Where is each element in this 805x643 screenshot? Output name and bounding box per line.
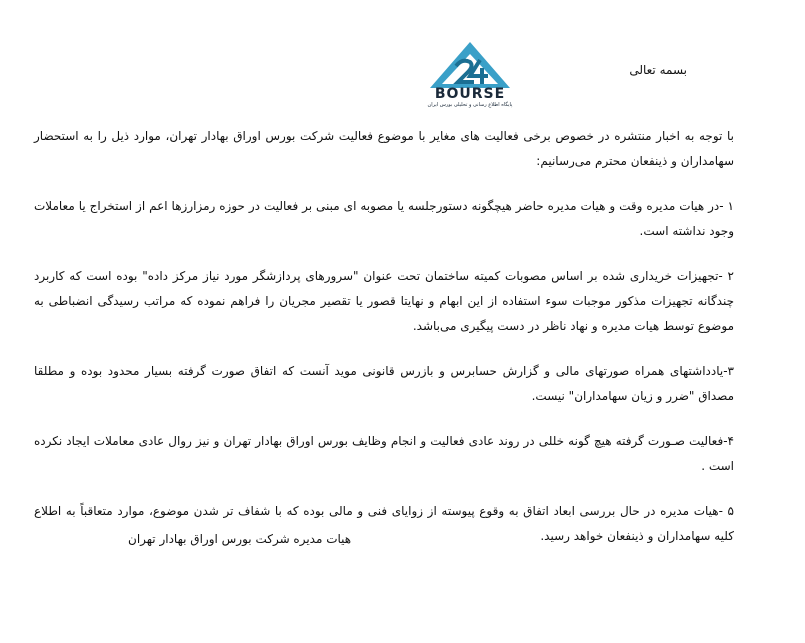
logo-brand: BOURSE [434, 86, 506, 102]
paragraph-2: ۲ -تجهیزات خریداری شده بر اساس مصوبات کمیته ساختمان تحت عنوان "سرورهای پردازشگر مورد نیاز مرکز داده" بوده است که کاربرد چندگانه تجهیزات مذکور موجبات سوء استفاده از این ابهام و نهایتا قصور یا تقصیر مجریان را فراهم نموده که مراتب رسیدگی انضباطی به موضوع توسط هیات مدیره و نهاد ناظر در دست پیگیری می‌باشد. [34, 269, 734, 333]
bourse-logo [418, 40, 522, 112]
paragraph-3: ۳-یادداشتهای همراه صورتهای مالی و گزارش حسابرس و بازرس قانونی موید آنست که اتفاق صورت گرفته بسیار محدود بوده و مطلقا مصداق "ضرر و زیان سهامداران" نیست. [34, 364, 734, 403]
triangle-logo-icon [418, 40, 522, 90]
paragraph-intro: با توجه به اخبار منتشره در خصوص برخی فعالیت های مغایر با موضوع فعالیت شرکت بورس اوراق بهادار تهران، موارد ذیل را به استحضار سهامداران و ذینفعان محترم می‌رسانیم: [34, 129, 734, 168]
paragraph-4: ۴-فعالیت صـورت گرفته هیچ گونه خللی در روند عادی فعالیت و انجام وظایف بورس اوراق بهادار تهران و نیز روال عادی معاملات ایجاد نکرده است . [34, 434, 734, 473]
signature: هیات مدیره شرکت بورس اوراق بهادار تهران [128, 532, 352, 546]
letter-body [34, 124, 734, 569]
paragraph-1: ۱ -در هیات مدیره وقت و هیات مدیره حاضر هیچگونه دستورجلسه یا مصوبه ای مبنی بر فعالیت در حوزه رمزارزها اعم از استخراج یا معاملات وجود نداشته است. [34, 199, 734, 238]
paragraph-5: ۵ -هیات مدیره در حال بررسی ابعاد اتفاق به وقوع پیوسته از زوایای فنی و مالی بوده که با شفاف تر شدن موضوع، موارد متعاقباً به اطلاع کلیه سهامداران و ذینفعان خواهد رسید. [34, 504, 734, 543]
salutation: بسمه تعالی [629, 63, 687, 77]
logo-tagline: پایگاه اطلاع رسانی و تحلیلی بورس ایران [427, 102, 513, 108]
